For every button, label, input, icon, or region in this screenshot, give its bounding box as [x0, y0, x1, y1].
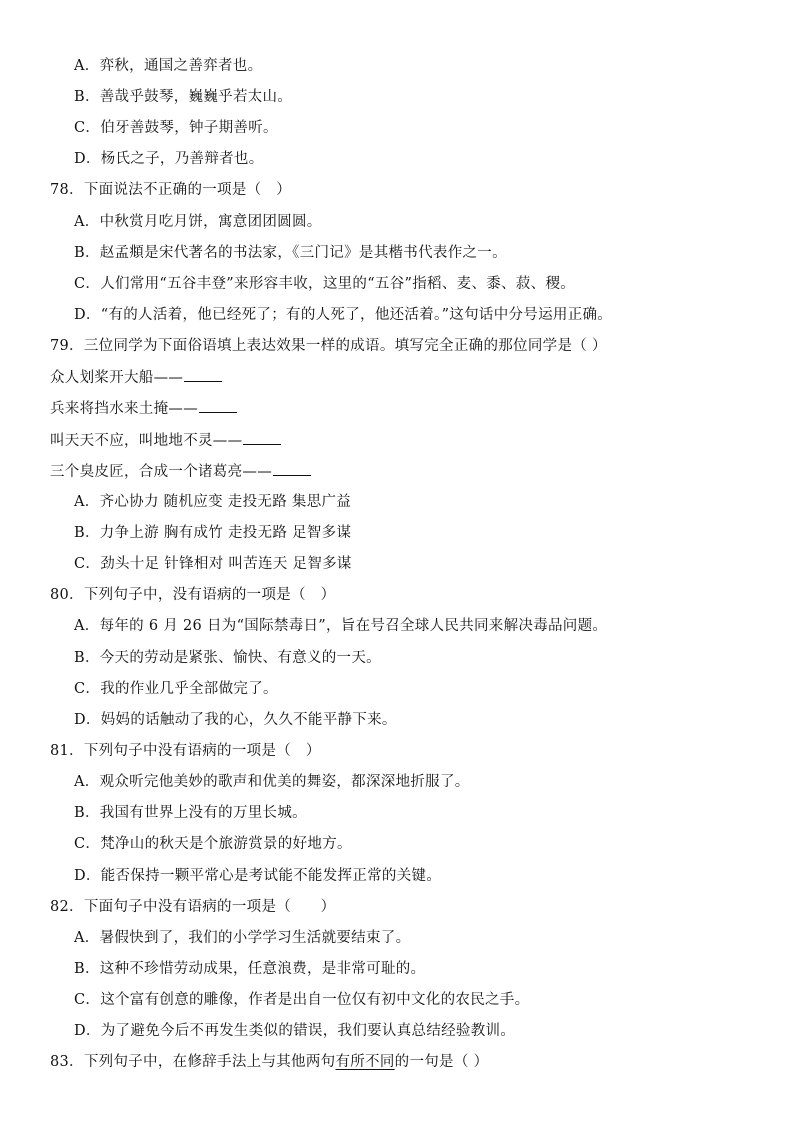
question-78: 78．下面说法不正确的一项是（ ）: [50, 182, 292, 198]
underlined-phrase: 有所不同: [335, 1054, 395, 1070]
proverb-text: 叫天天不应，叫地地不灵——: [50, 433, 243, 449]
q77-option-a: A．弈秋，通国之善弈者也。: [74, 58, 263, 74]
proverb-text: 众人划桨开大船——: [50, 370, 184, 386]
question-79: 79．三位同学为下面俗语填上表达效果一样的成语。填写完全正确的那位同学是（ ）: [50, 338, 607, 354]
q77-option-d: D．杨氏之子，乃善辩者也。: [74, 151, 264, 167]
proverb-text: 兵来将挡水来土掩——: [50, 401, 198, 417]
answer-blank: [243, 430, 281, 445]
q82-option-c: C．这个富有创意的雕像，作者是出自一位仅有初中文化的农民之手。: [74, 992, 530, 1008]
q78-option-d: D．“有的人活着，他已经死了；有的人死了，他还活着。”这句话中分号运用正确。: [74, 307, 613, 323]
q80-option-a: A．每年的 6 月 26 日为“国际禁毒日”，旨在号召全球人民共同来解决毒品问题。: [74, 618, 608, 634]
q79-option-b: B．力争上游 胸有成竹 走投无路 足智多谋: [74, 525, 352, 541]
answer-blank: [184, 367, 222, 382]
q81-option-c: C．梵净山的秋天是个旅游赏景的好地方。: [74, 836, 352, 852]
answer-blank: [273, 461, 311, 476]
q81-option-a: A．观众听完他美妙的歌声和优美的舞姿，都深深地折服了。: [74, 774, 470, 790]
question-83-text-start: 83．下列句子中，在修辞手法上与其他两句: [50, 1054, 336, 1070]
q77-option-c: C．伯牙善鼓琴，钟子期善听。: [74, 120, 278, 136]
question-81: 81．下列句子中没有语病的一项是（ ）: [50, 743, 321, 759]
q77-option-b: B．善哉乎鼓琴，巍巍乎若太山。: [74, 89, 293, 105]
proverb-text: 三个臭皮匠，合成一个诸葛亮——: [50, 464, 272, 480]
q80-option-d: D．妈妈的话触动了我的心，久久不能平静下来。: [74, 712, 397, 728]
q78-option-a: A．中秋赏月吃月饼，寓意团团圆圆。: [74, 214, 322, 230]
q79-proverb-4: [50, 461, 311, 482]
q82-option-b: B．这种不珍惜劳动成果，任意浪费，是非常可耻的。: [74, 961, 426, 977]
question-80: 80．下列句子中，没有语病的一项是（ ）: [50, 587, 336, 603]
q79-proverb-2: [50, 398, 237, 419]
q81-option-d: D．能否保持一颗平常心是考试能不能发挥正常的关键。: [74, 868, 442, 884]
q79-proverb-1: [50, 367, 222, 388]
q82-option-d: D．为了避免今后不再发生类似的错误，我们要认真总结经验教训。: [74, 1023, 516, 1039]
q82-option-a: A．暑假快到了，我们的小学学习生活就要结束了。: [74, 930, 411, 946]
question-83-text-end: 的一句是（ ）: [394, 1054, 489, 1070]
q80-option-b: B．今天的劳动是紧张、愉快、有意义的一天。: [74, 650, 381, 666]
question-83: [50, 1052, 488, 1072]
question-82: 82．下面句子中没有语病的一项是（ ）: [50, 899, 336, 915]
q80-option-c: C．我的作业几乎全部做完了。: [74, 681, 278, 697]
q81-option-b: B．我国有世界上没有的万里长城。: [74, 805, 307, 821]
q79-option-a: A．齐心协力 随机应变 走投无路 集思广益: [74, 494, 352, 510]
q78-option-b: B．赵孟頫是宋代著名的书法家，《三门记》是其楷书代表作之一。: [74, 245, 507, 261]
q78-option-c: C．人们常用“五谷丰登”来形容丰收，这里的“五谷”指稻、麦、黍、菽、稷。: [74, 276, 576, 292]
answer-blank: [199, 398, 237, 413]
q79-option-c: C．劲头十足 针锋相对 叫苦连天 足智多谋: [74, 556, 352, 572]
q79-proverb-3: [50, 430, 281, 451]
